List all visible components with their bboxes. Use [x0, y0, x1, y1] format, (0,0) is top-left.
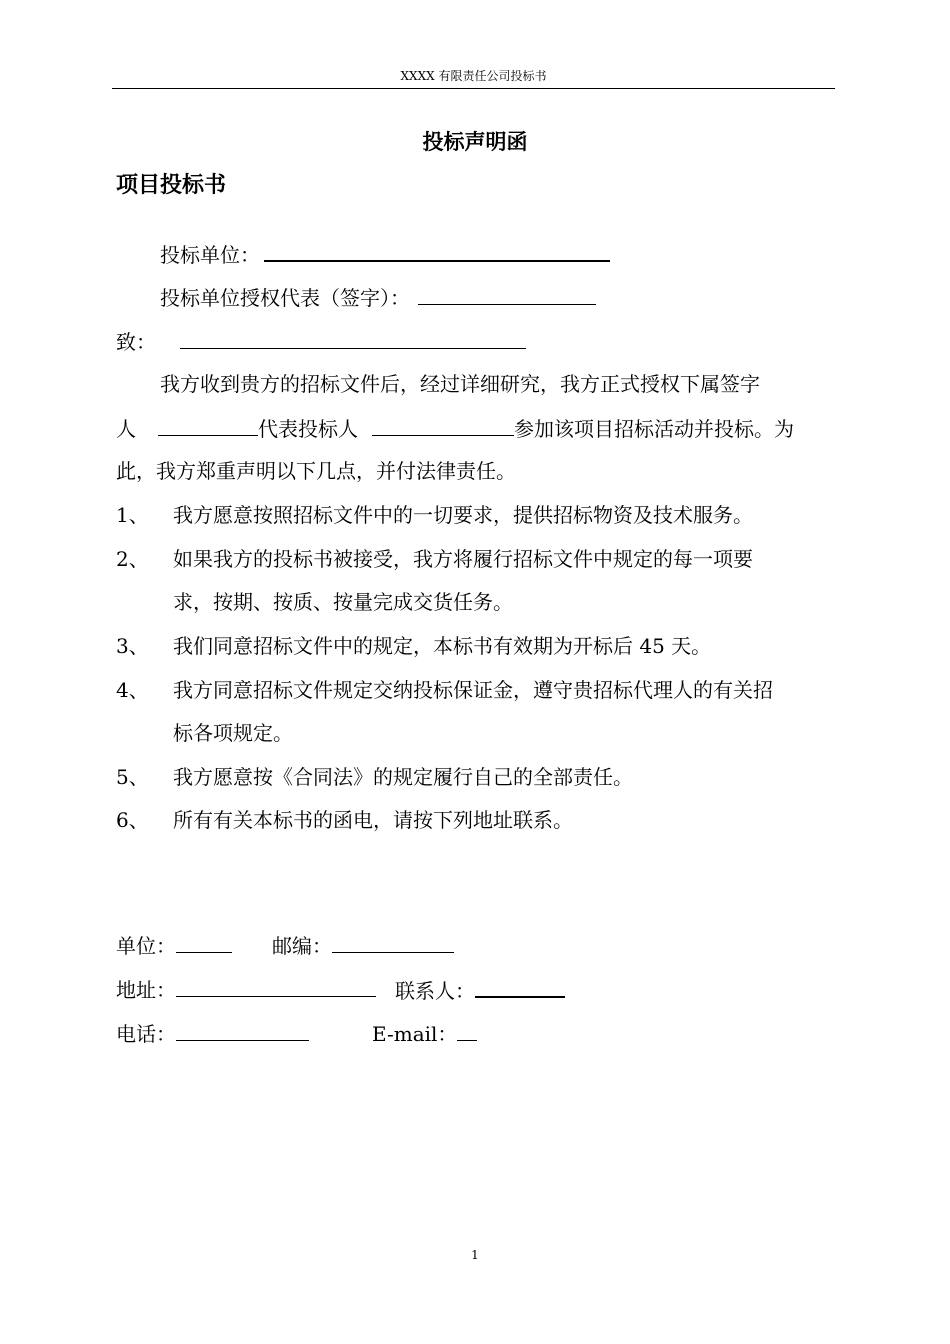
- list-item-number: 3、: [116, 634, 149, 658]
- address-label: 地址：: [116, 978, 176, 1002]
- representative-label: 投标单位授权代表（签字）：: [160, 286, 410, 310]
- bidder-unit-label: 投标单位：: [160, 243, 260, 267]
- list-item-number: 4、: [116, 678, 149, 702]
- list-item: [116, 805, 573, 835]
- list-item-text: 我方同意招标文件规定交纳投标保证金，遵守贵招标代理人的有关招: [173, 678, 773, 702]
- postcode-label: 邮编：: [272, 934, 332, 958]
- intro-line-2-c: 参加该项目招标活动并投标。为: [514, 417, 794, 441]
- contact-person-label: 联系人：: [395, 979, 475, 1003]
- list-item-text: 如果我方的投标书被接受，我方将履行招标文件中规定的每一项要: [173, 547, 753, 571]
- intro-line-1: 我方收到贵方的招标文件后，经过详细研究，我方正式授权下属签字: [160, 372, 760, 396]
- list-item: [116, 631, 711, 661]
- list-item-continuation: 求，按期、按质、按量完成交货任务。: [173, 590, 513, 614]
- address-blank[interactable]: [176, 974, 376, 997]
- bidder-unit-row: [160, 238, 610, 270]
- email-blank[interactable]: [457, 1018, 477, 1041]
- phone-row: [116, 1018, 309, 1049]
- representative-row: [160, 282, 596, 313]
- addressee-label: 致：: [116, 330, 156, 354]
- list-item-continuation: 标各项规定。: [173, 721, 293, 745]
- bidder-unit-blank[interactable]: [264, 238, 610, 262]
- unit-row: [116, 930, 232, 961]
- document-title: 投标声明函: [422, 130, 528, 154]
- list-item: [116, 675, 773, 705]
- header-text: XXXX 有限责任公司投标书: [400, 69, 547, 83]
- list-item-number: 6、: [116, 808, 149, 832]
- postcode-row: [272, 930, 454, 961]
- intro-line-3: 此，我方郑重声明以下几点，并付法律责任。: [116, 459, 516, 483]
- document-subtitle: 项目投标书: [116, 173, 227, 198]
- bidder-name-blank[interactable]: [372, 413, 514, 436]
- list-item: [116, 500, 753, 530]
- contact-person-row: [395, 974, 565, 1006]
- intro-line-2-b: 代表投标人: [258, 417, 358, 441]
- signatory-blank[interactable]: [158, 413, 258, 436]
- list-item: [116, 544, 753, 574]
- address-row: [116, 974, 376, 1005]
- intro-line-2: [116, 413, 794, 444]
- intro-line-2-a: 人: [116, 417, 136, 441]
- contact-person-blank[interactable]: [475, 974, 565, 998]
- list-item-text: 我方愿意按照招标文件中的一切要求，提供招标物资及技术服务。: [173, 503, 753, 527]
- email-row: [372, 1018, 477, 1049]
- page-number: 1: [471, 1248, 479, 1262]
- unit-blank[interactable]: [176, 930, 232, 953]
- representative-signature-blank[interactable]: [418, 282, 596, 305]
- list-item-text: 所有有关本标书的函电，请按下列地址联系。: [173, 808, 573, 832]
- phone-blank[interactable]: [176, 1018, 309, 1041]
- list-item-number: 2、: [116, 547, 149, 571]
- unit-label: 单位：: [116, 934, 176, 958]
- postcode-blank[interactable]: [332, 930, 454, 953]
- list-item-text: 我方愿意按《合同法》的规定履行自己的全部责任。: [173, 765, 633, 789]
- addressee-blank[interactable]: [180, 326, 526, 349]
- email-label: E-mail：: [372, 1022, 458, 1046]
- list-item: [116, 762, 633, 792]
- phone-label: 电话：: [116, 1022, 176, 1046]
- list-item-number: 5、: [116, 765, 149, 789]
- list-item-text: 我们同意招标文件中的规定，本标书有效期为开标后 45 天。: [173, 634, 712, 658]
- list-item-number: 1、: [116, 503, 149, 527]
- page-header: [112, 64, 835, 89]
- addressee-row: [116, 326, 526, 357]
